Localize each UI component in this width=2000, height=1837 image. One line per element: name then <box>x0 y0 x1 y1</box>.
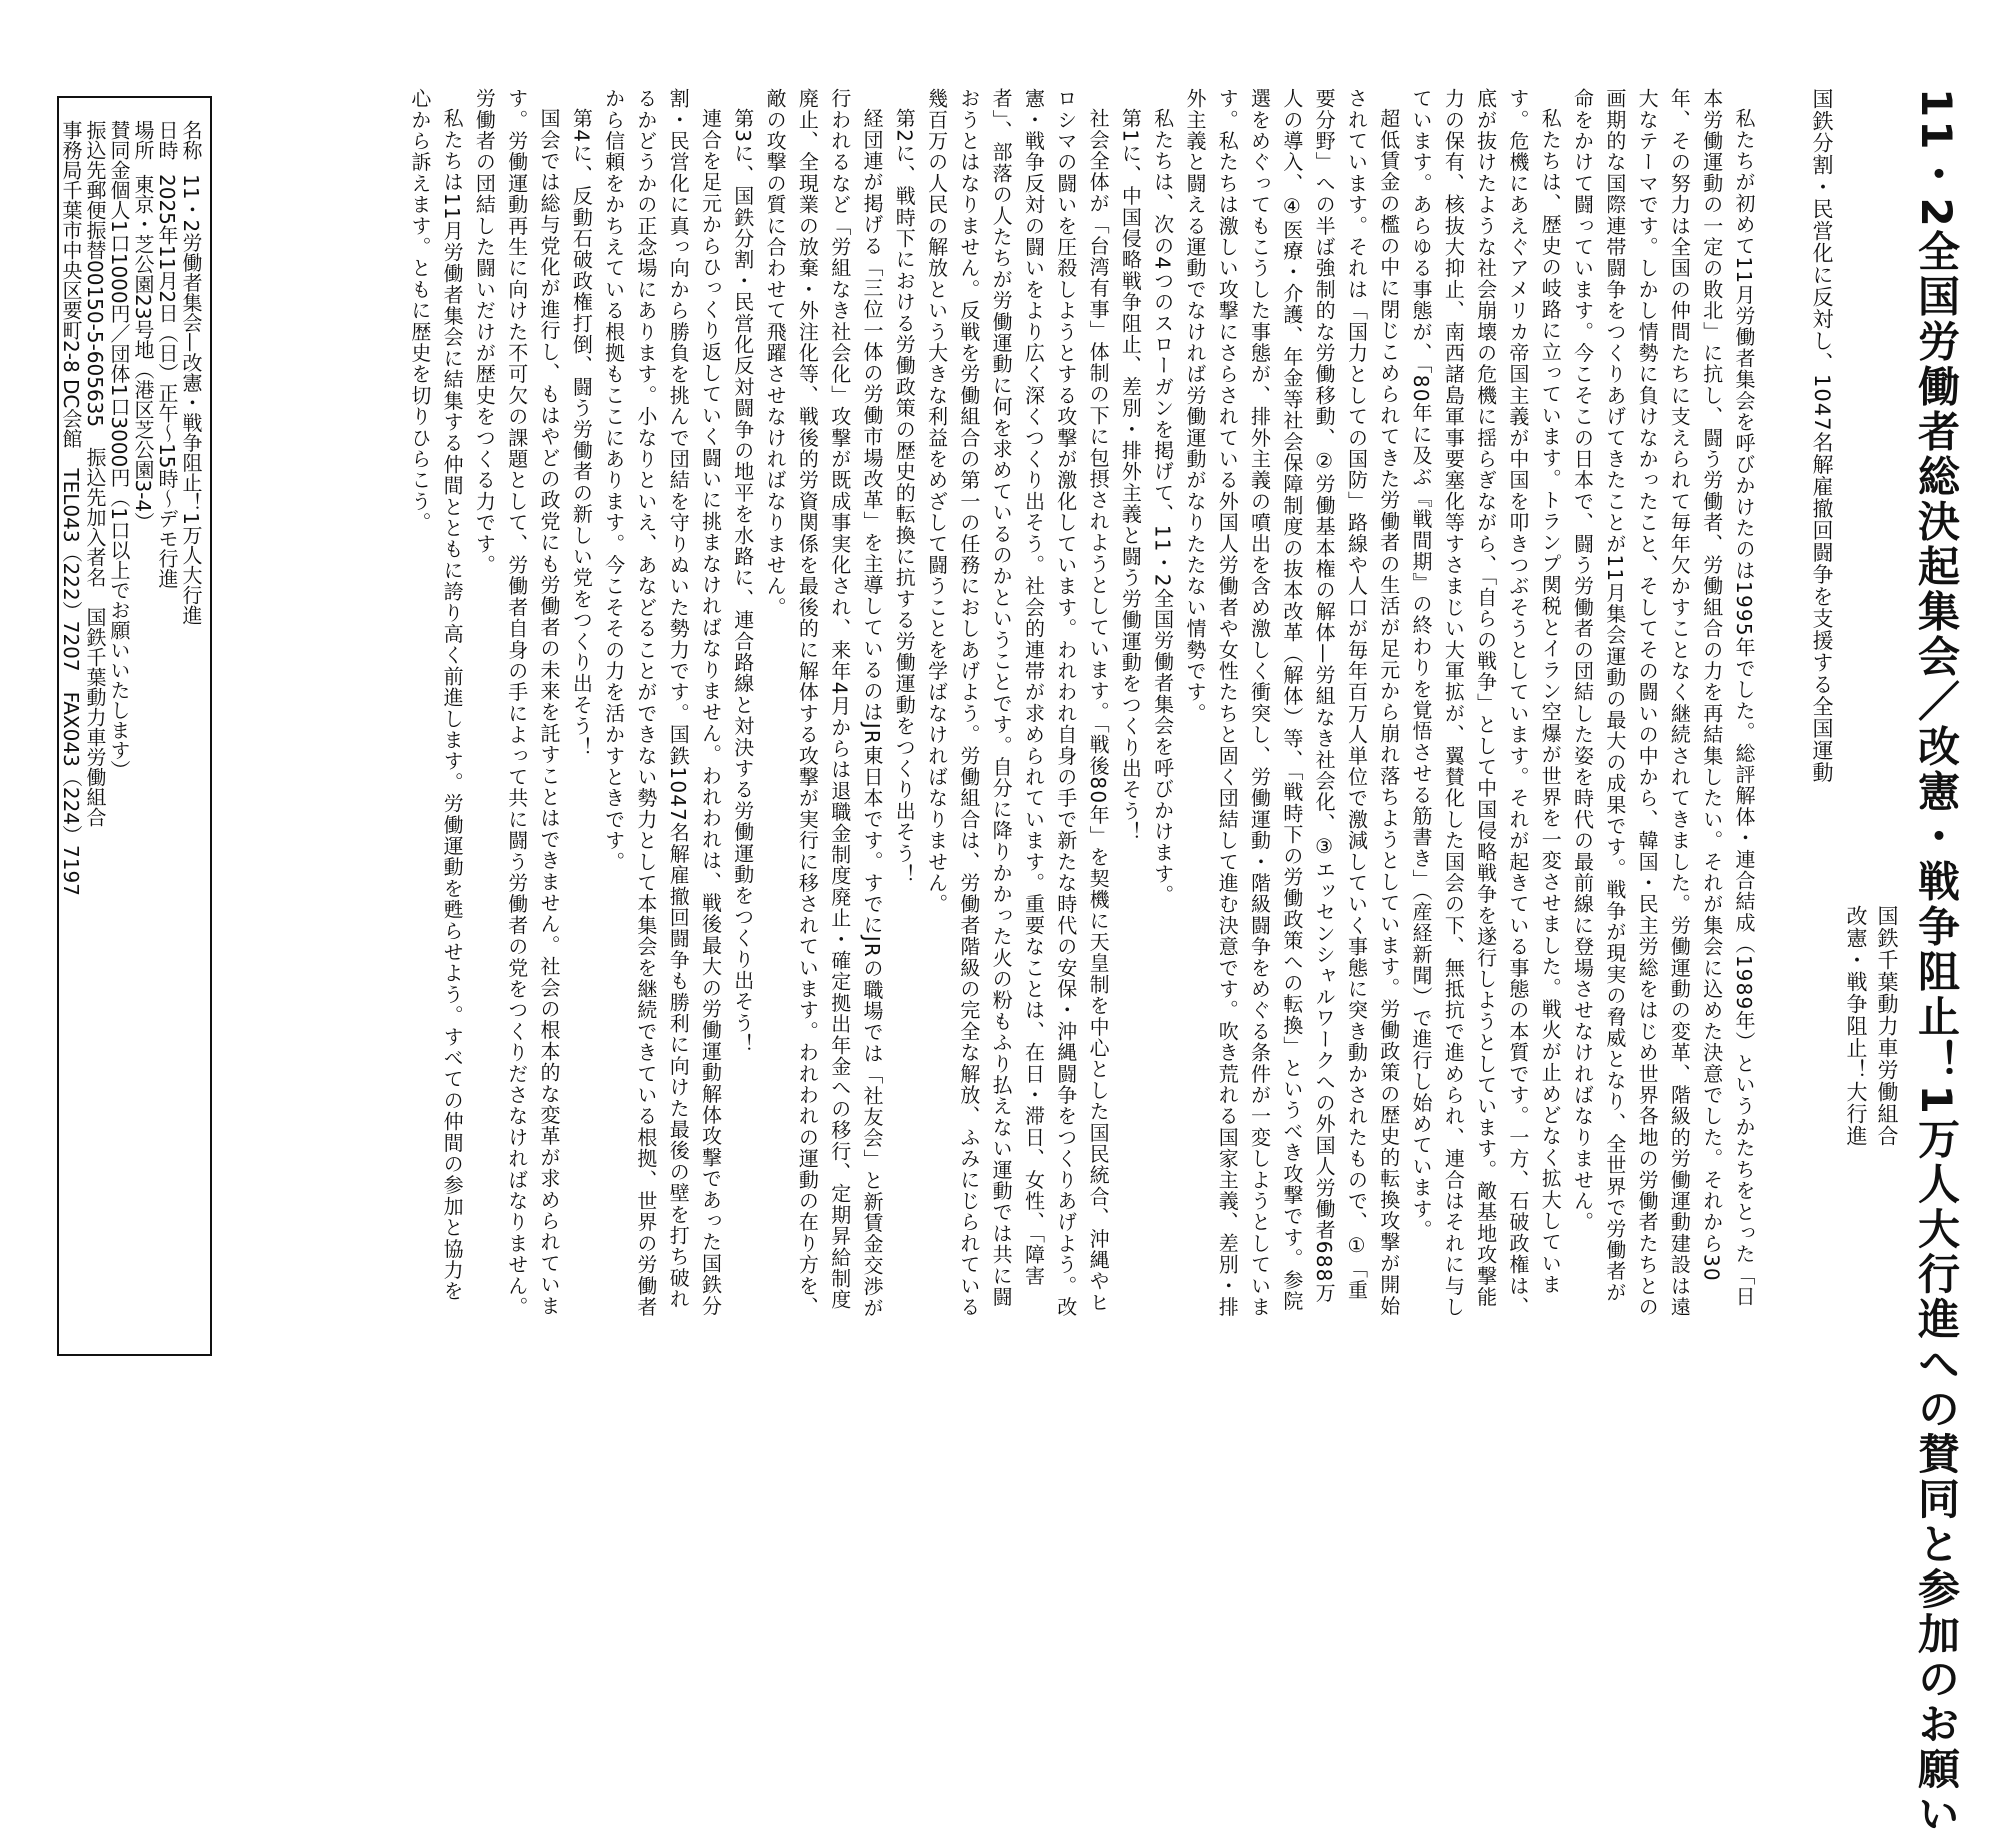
body-paragraph: 社会全体が「台湾有事」体制の下に包摂されようとしています。「戦後80年」を契機に天皇制を中心とした国民統合、沖縄やヒロシマの闘いを圧殺しようとする攻撃が激化しています。われわれ自身の手で新たな時代の安保・沖縄闘争をつくりあげよう。改憲・戦争反対の闘いをより広く深くつくり出そう。社会的連帯が求められています。重要なことは、在日・滞日、女性、「障害者」、部落の人たちが労働運動に何を求めているのかということです。自分に降りかかった火の粉もふり払えない運動では共に闘おうとはなりません。反戦を労働組合の第一の任務におしあげよう。労働組合は、労働者階級の完全な解放、ふみにじられている幾百万の人民の解放という大きな利益をめざして闘うことを学ばなければなりません。 <box>924 88 1111 1318</box>
body-paragraph: 私たちは、次の4つのスローガンを掲げて、11・2全国労働者集会を呼びかけます。 <box>1150 108 1175 906</box>
subtitle: 国鉄分割・民営化に反対し、1047名解雇撤回闘争を支援する全国運動 <box>1810 88 1834 784</box>
info-row-datetime <box>156 120 178 589</box>
info-row-name <box>180 120 202 625</box>
info-value: 千葉市中央区要町2-8 DC会館 TEL043（222）7207 FAX043（224）7197 <box>59 180 83 896</box>
info-row-support-fee <box>108 120 130 780</box>
page-title: 11・2全国労働者総決起集会／改憲・戦争阻止！1万人大行進への賛同と参加のお願い <box>1912 88 1961 1837</box>
appeal-body <box>300 88 1760 1320</box>
info-row-transfer <box>84 120 106 827</box>
closing-paragraph: 私たちは11月労働者集会に結集する仲間とともに誇り高く前進します。労働運動を甦らせよう。すべての仲間の参加と協力を心から訴えます。ともに歴史を切りひらこう。 <box>407 88 465 1302</box>
info-label: 日時 <box>155 120 179 160</box>
info-label: 場所 <box>131 120 155 160</box>
slogan-3: 第3に、国鉄分割・民営化反対闘争の地平を水路に、連合路線と対決する労働運動をつくり出そう！ <box>730 108 755 1055</box>
info-value: 郵便振替00150-5-605635 振込先加入者名 国鉄千葉動力車労働組合 <box>83 180 107 828</box>
info-label: 名称 <box>179 120 203 160</box>
info-value: 東京・芝公園23号地（港区芝公園3-4） <box>131 174 155 533</box>
body-paragraph: 国会では総与党化が進行し、もはやどの政党にも労働者の未来を託すことはできません。社会の根本的な変革が求められています。労働運動再生に向けた不可欠の課題として、労働者自身の手によって共に闘う労働者の党をつくりださなければなりません。労働者の団結した闘いだけが歴史をつくる力です。 <box>472 88 562 1318</box>
info-value: 11・2労働者集会—改憲・戦争阻止！1万人大行進 <box>179 174 203 625</box>
info-row-place <box>132 120 154 532</box>
body-paragraph: 超低賃金の檻の中に閉じこめられてきた労働者の生活が足元から崩れ落ちようとしています。労働政策の歴史的転換攻撃が開始されています。それは「国力としての国防」路線や人口が毎年百万人単位で激減していく事態に突き動かされたもので、①「重要分野」への半ば強制的な労働移動、②労働基本権の解体—労組なき社会化、③エッセンシャルワークへの外国人労働者688万人の導入、④医療・介護、年金等社会保障制度の抜本改革（解体）等、「戦時下の労働政策への転換」というべき攻撃です。参院選をめぐってもこうした事態が、排外主義の噴出を含め激しく衝突し、労働運動・階級闘争をめぐる条件が一変しようとしています。私たちは激しい攻撃にさらされている外国人労働者や女性たちと固く団結して進む決意です。吹き荒れる国家主義、差別・排外主義と闘える運動でなければ労働運動がなりたたない情勢です。 <box>1182 88 1401 1318</box>
info-label: 事務局 <box>59 120 83 180</box>
info-value: 個人1口1000円／団体1口3000円（1口以上でお願いいたします） <box>107 180 131 780</box>
slogan-2: 第2に、戦時下における労働政策の歴史的転換に抗する労働運動をつくり出そう！ <box>892 108 917 886</box>
organizer-doro-chiba: 国鉄千葉動力車労働組合 <box>1875 905 1899 1147</box>
info-label: 賛同金 <box>107 120 131 180</box>
organizer-daikoushin: 改憲・戦争阻止！大行進 <box>1844 905 1868 1147</box>
body-paragraph: 経団連が掲げる「三位一体の労働市場改革」を主導しているのはJR東日本です。すでにJRの職場では「社友会」と新賃金交渉が行われるなど「労組なき社会化」攻撃が既成事実化され、来年4月からは退職金制度廃止・確定拠出年金への移行、定期昇給制度廃止、全現業の放棄・外注化等、戦後的労資関係を最後的に解体する攻撃が実行に移されています。われわれの運動の在り方を、敵の攻撃の質に合わせて飛躍させなければなりません。 <box>763 88 884 1319</box>
info-label: 振込先 <box>83 120 107 180</box>
body-paragraph: 私たちが初めて11月労働者集会を呼びかけたのは1995年でした。総評解体・連合結成（1989年）というかたちをとった「日本労働運動の一定の敗北」に抗し、闘う労働者、労働組合の力を再結集したい。それが集会に込めた決意でした。それから30年、その努力は全国の仲間たちに支えられて毎年欠かすことなく継続されてきました。労働運動の変革、階級的労働運動建設は遠大なテーマです。しかし情勢に負けなかったこと、そしてその闘いの中から、韓国・民主労総をはじめ世界各地の労働者たちとの画期的な国際連帯闘争をつくりあげてきたことが11月集会運動の最大の成果です。戦争が現実の脅威となり、全世界で労働者が命をかけて闘っています。今こそこの日本で、闘う労働者の団結した姿を時代の最前線に登場させなければなりません。 <box>1570 88 1756 1318</box>
organizer-names <box>1840 905 1902 1147</box>
slogan-1: 第1に、中国侵略戦争阻止、差別・排外主義と闘う労働運動をつくり出そう！ <box>1118 108 1143 843</box>
info-value: 2025年11月2日（日）正午〜15時〜デモ行進 <box>155 174 179 589</box>
body-paragraph: 私たちは、歴史の岐路に立っています。トランプ関税とイラン空爆が世界を一変させました。戦火が止めどなく拡大しています。危機にあえぐアメリカ帝国主義が中国を叩きつぶそうとしています。それが起きている事態の本質です。一方、石破政権は、底が抜けたような社会崩壊の危機に揺らぎながら、「自らの戦争」として中国侵略戦争を遂行しようとしています。敵基地攻撃能力の保有、核抜大抑止、南西諸島軍事要塞化等すさまじい大軍拡が、翼賛化した国会の下、無抵抗で進められ、連合はそれに与しています。あらゆる事態が、「80年に及ぶ『戦間期』の終わりを覚悟させる筋書き」（産経新聞）で進行し始めています。 <box>1409 88 1563 1318</box>
slogan-4: 第4に、反動石破政権打倒、闘う労働者の新しい党をつくり出そう！ <box>569 108 594 758</box>
body-paragraph: 連合を足元からひっくり返していく闘いに挑まなければなりません。われわれは、戦後最大の労働運動解体攻撃であった国鉄分割・民営化に真っ向から勝負を挑んで団結を守りぬいた勢力です。国鉄1047名解雇撤回闘争も勝利に向けた最後の壁を打ち破れるかどうかの正念場にあります。小なりといえ、あなどることができない勢力として本集会を継続できている根拠、世界の労働者から信頼をかちえている根拠もここにあります。今こそその力を活かすときです。 <box>601 88 723 1318</box>
event-info-box <box>57 96 212 1356</box>
info-row-office <box>60 120 82 896</box>
